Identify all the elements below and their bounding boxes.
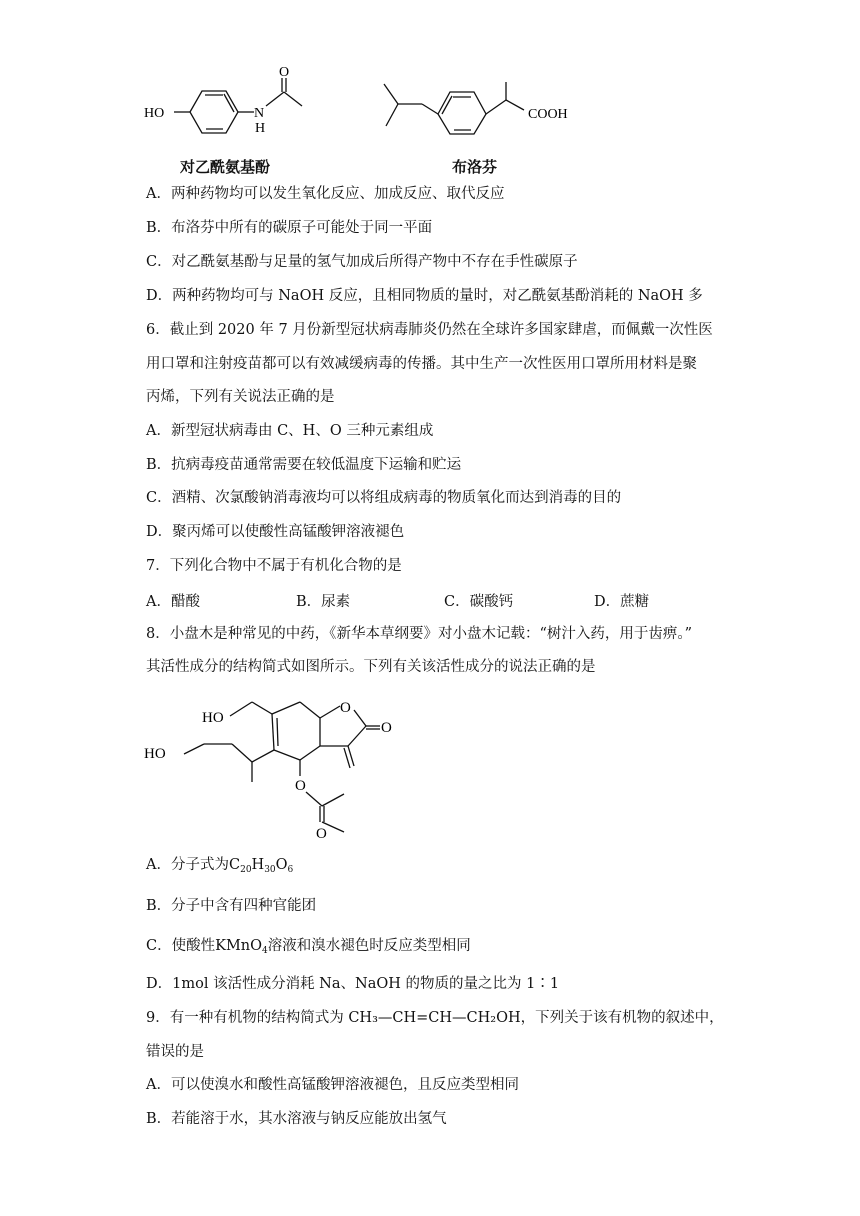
ibuprofen-caption: 布洛芬: [452, 158, 498, 176]
q6-stem-2: 用口罩和注射疫苗都可以有效减缓病毒的传播。其中生产一次性医用口罩所用材料是聚: [146, 356, 697, 372]
formula-c: C: [228, 857, 241, 873]
q6-stem-3: 丙烯，下列有关说法正确的是: [146, 389, 335, 405]
q7-stem: 7．下列化合物中不属于有机化合物的是: [146, 558, 402, 574]
q7-option-d: D．蔗糖: [594, 594, 650, 610]
formula-c-count: 20: [240, 865, 252, 875]
q6-option-c: C．酒精、次氯酸钠消毒液均可以将组成病毒的物质氧化而达到消毒的目的: [146, 490, 622, 506]
active-ingredient-structure: [140, 688, 410, 838]
ring-oxygen-label: O: [340, 700, 351, 716]
ho-label: HO: [144, 106, 165, 121]
h-label: H: [255, 121, 266, 136]
q8-option-a: [146, 855, 293, 880]
carbonyl-oxygen-label: O: [381, 720, 392, 736]
q6-option-a: A．新型冠状病毒由 C、H、O 三种元素组成: [146, 423, 434, 439]
q6-option-b: B．抗病毒疫苗通常需要在较低温度下运输和贮运: [146, 457, 462, 473]
cooh-label: COOH: [528, 107, 568, 122]
acetaminophen-structure: [140, 60, 340, 140]
q8-option-c: [146, 936, 471, 961]
q8-option-d: D．1mol 该活性成分消耗 Na、NaOH 的物质的量之比为 1∶1: [146, 976, 560, 992]
ho-label-top: HO: [202, 710, 224, 726]
acetaminophen-caption: 对乙酰氨基酚: [180, 158, 271, 176]
q5-option-a: A．两种药物均可以发生氧化反应、加成反应、取代反应: [146, 186, 505, 202]
formula-o-count: 6: [287, 865, 294, 875]
q6-option-d: D．聚丙烯可以使酸性高锰酸钾溶液褪色: [146, 524, 405, 540]
q5-option-c: C．对乙酰氨基酚与足量的氢气加成后所得产物中不存在手性碳原子: [146, 254, 578, 270]
kmno4-sub: 4: [262, 946, 268, 956]
q8-stem-1: 8．小盘木是种常见的中药，《新华本草纲要》对小盘木记载：“树汁入药，用于齿痹。”: [146, 626, 693, 642]
q5-option-b: B．布洛芬中所有的碳原子可能处于同一平面: [146, 220, 433, 236]
q6-stem-1: 6．截止到 2020 年 7 月份新型冠状病毒肺炎仍然在全球许多国家肆虐，而佩戴一次性医: [146, 322, 713, 338]
formula-o: O: [275, 857, 288, 873]
q7-option-a: A．醋酸: [146, 594, 200, 610]
q9-option-b: B．若能溶于水，其水溶液与钠反应能放出氢气: [146, 1111, 447, 1127]
q9-stem-2: 错误的是: [146, 1044, 204, 1060]
q8-stem-2: 其活性成分的结构简式如图所示。下列有关该活性成分的说法正确的是: [146, 659, 596, 675]
q5-option-d: D．两种药物均可与 NaOH 反应，且相同物质的量时，对乙酰氨基酚消耗的 NaOH 多: [146, 288, 703, 304]
q7-option-b: B．尿素: [296, 594, 351, 610]
n-label: N: [254, 106, 265, 121]
q9-option-a: A．可以使溴水和酸性高锰酸钾溶液褪色，且反应类型相同: [146, 1077, 519, 1093]
formula-h-count: 30: [264, 865, 276, 875]
q9-stem-1: 9．有一种有机物的结构简式为 CH₃—CH=CH—CH₂OH，下列关于该有机物的叙述中，: [146, 1010, 724, 1026]
ester-carbonyl-oxygen-label: O: [316, 826, 327, 838]
q8-option-c-pre: C．使酸性: [146, 938, 216, 954]
q8-option-a-prefix: A．分子式为: [146, 857, 229, 873]
o-label: O: [279, 65, 290, 80]
q8-option-c-post: 溶液和溴水褪色时反应类型相同: [267, 938, 471, 954]
kmno4-base: KMnO: [215, 938, 263, 954]
ester-oxygen-label: O: [295, 778, 306, 794]
ho-label-left: HO: [144, 746, 166, 762]
formula-h: H: [251, 857, 265, 873]
ibuprofen-structure: [378, 70, 598, 140]
q8-option-b: B．分子中含有四种官能团: [146, 898, 317, 914]
q7-option-c: C．碳酸钙: [444, 594, 514, 610]
